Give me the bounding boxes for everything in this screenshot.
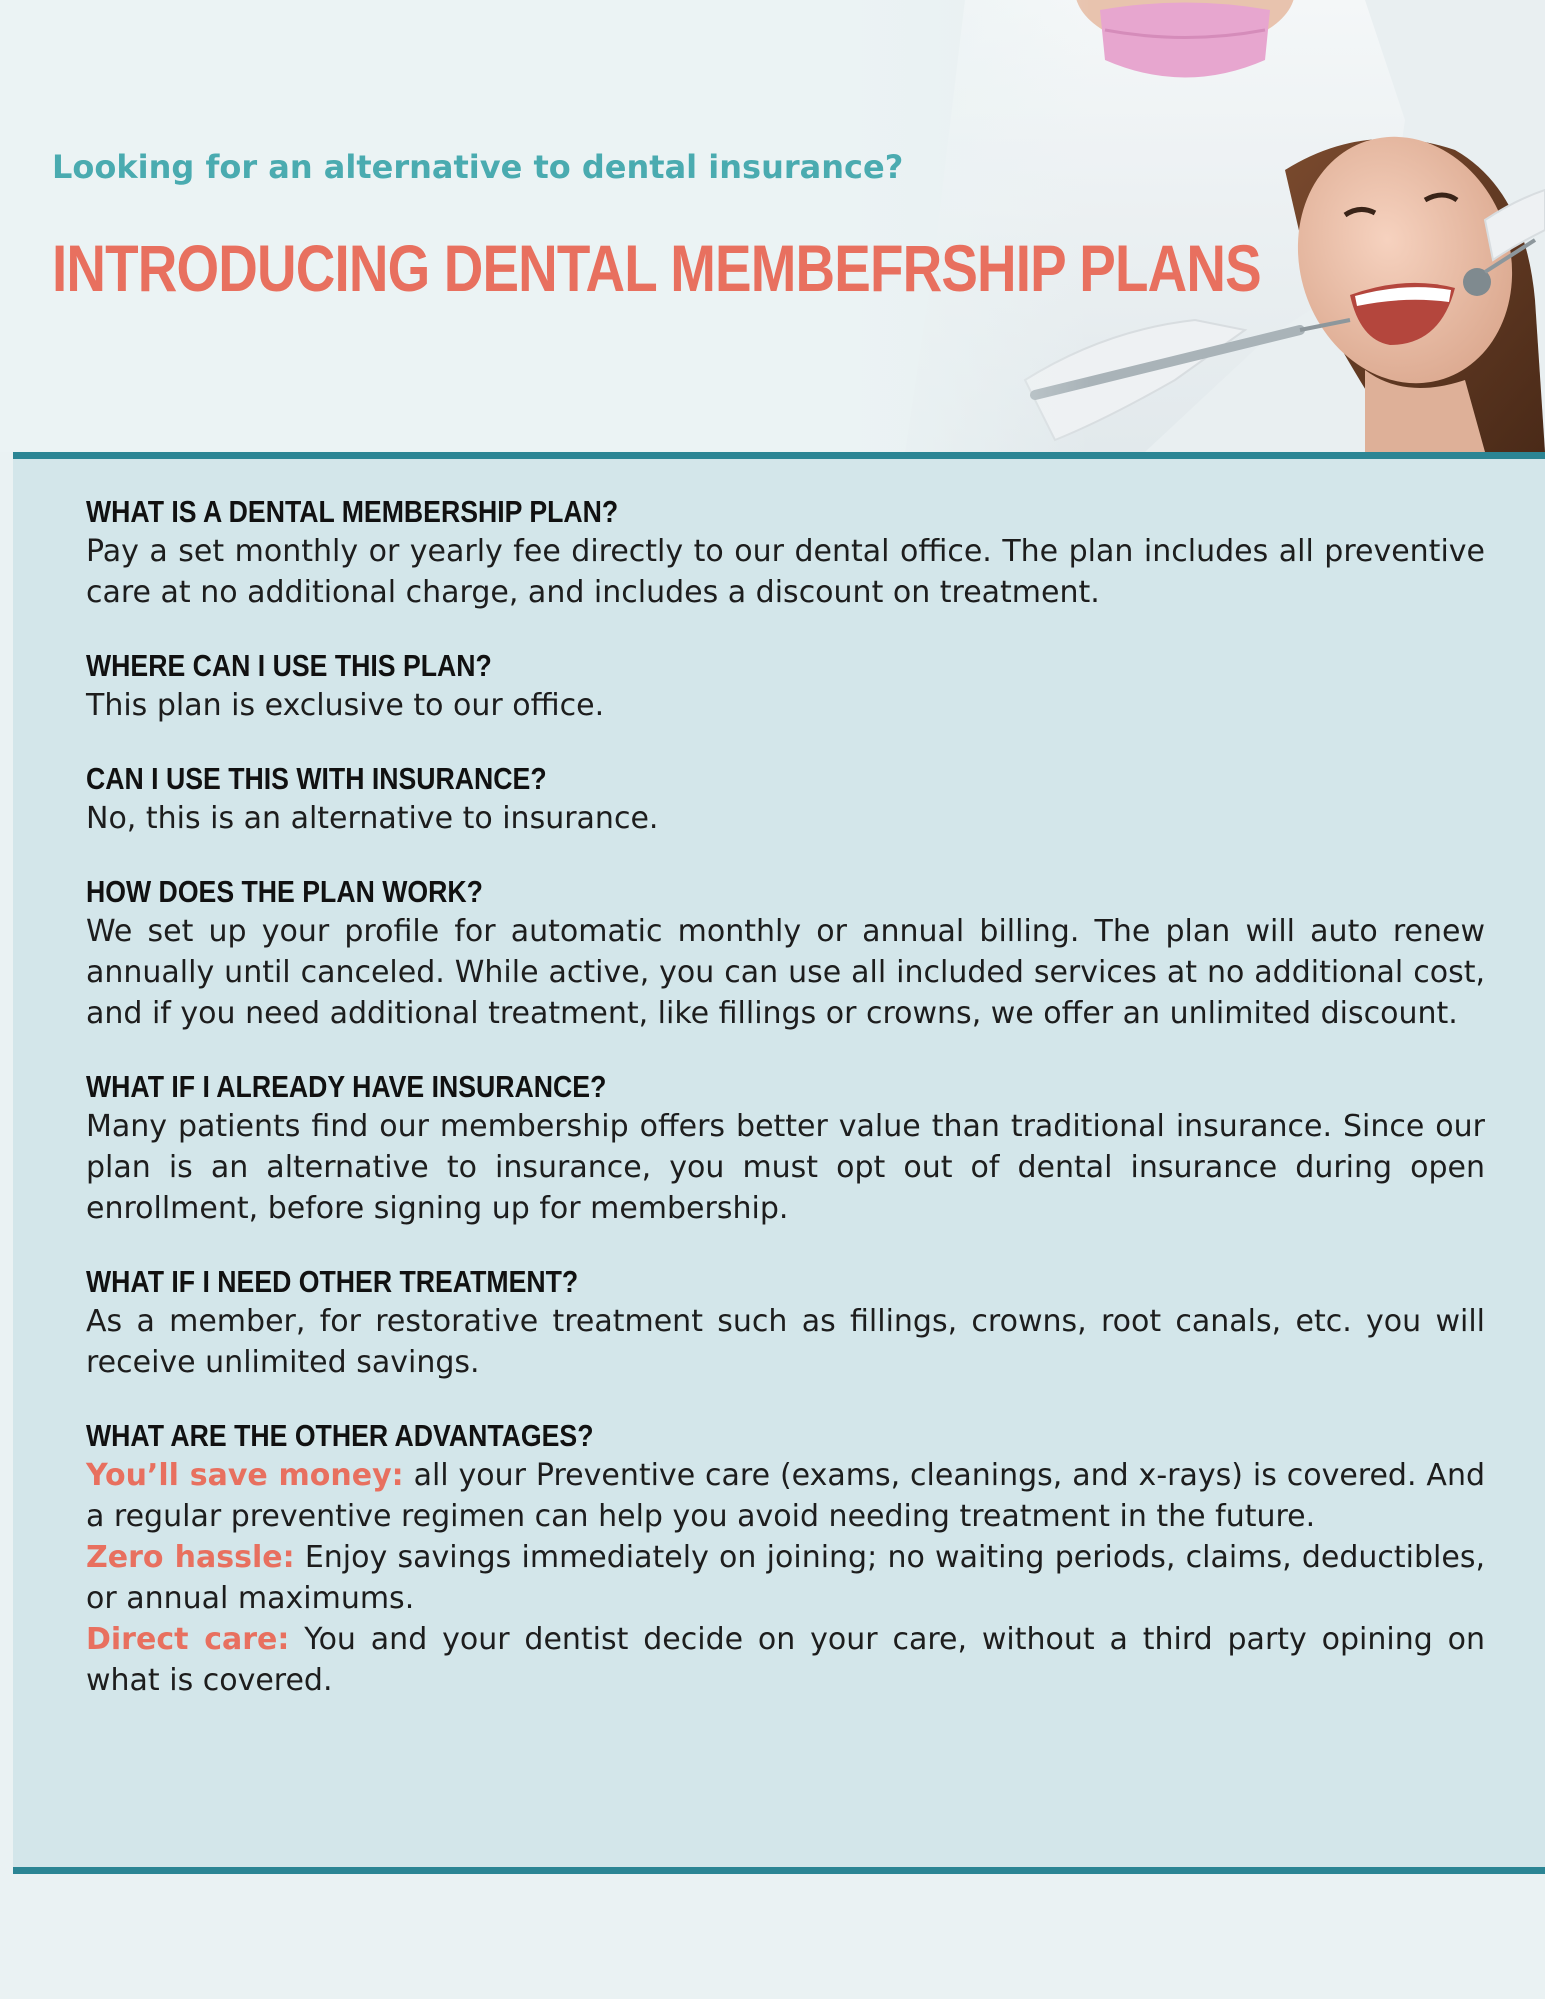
faq-question: WHAT IF I NEED OTHER TREATMENT? (86, 1264, 579, 1299)
faq-answer: We set up your profile for automatic monthly or annual billing. The plan will auto renew annually until canceled. While active, you can use all included services at no additional cost, and if you need additional treatment, like fillings or crowns, we offer an unlimited discount. (86, 914, 1485, 1031)
page-title: INTRODUCING DENTAL MEMBEFRSHIP PLANS (52, 231, 1261, 305)
faq-answer: This plan is exclusive to our office. (86, 688, 605, 723)
advantage-save-money (86, 1455, 1485, 1537)
advantage-text: You and your dentist decide on your care, without a third party opining on what is covered. (86, 1622, 1486, 1698)
faq-item (86, 1263, 1485, 1383)
advantage-label: Direct care: (86, 1622, 290, 1657)
faq-item (86, 760, 1485, 839)
faq-question: HOW DOES THE PLAN WORK? (86, 874, 483, 909)
faq-question: CAN I USE THIS WITH INSURANCE? (86, 761, 547, 796)
advantage-direct-care (86, 1619, 1485, 1701)
faq-panel (13, 452, 1545, 1874)
faq-item (86, 873, 1485, 1034)
advantages-section (86, 1417, 1485, 1701)
faq-answer: As a member, for restorative treatment such as fillings, crowns, root canals, etc. you will receive unlimited savings. (86, 1304, 1485, 1380)
faq-item (86, 1068, 1485, 1229)
faq-answer: No, this is an alternative to insurance. (86, 801, 659, 836)
faq-question: WHAT IF I ALREADY HAVE INSURANCE? (86, 1069, 607, 1104)
faq-question: WHERE CAN I USE THIS PLAN? (86, 648, 492, 683)
advantage-text: all your Preventive care (exams, cleanings, and x-rays) is covered. And a regular preventive regimen can help you avoid needing treatment in the future. (86, 1458, 1485, 1534)
faq-answer: Many patients find our membership offers better value than traditional insurance. Since our plan is an alternative to insurance, you must opt out of dental insurance during open enrollment, before signing up for membership. (86, 1109, 1485, 1226)
faq-item (86, 647, 1485, 726)
tagline: Looking for an alternative to dental insurance? (52, 148, 904, 186)
faq-item (86, 493, 1485, 613)
faq-question: WHAT ARE THE OTHER ADVANTAGES? (86, 1418, 594, 1453)
faq-question: WHAT IS A DENTAL MEMBERSHIP PLAN? (86, 494, 619, 529)
advantage-text: Enjoy savings immediately on joining; no waiting periods, claims, deductibles, or annual maximums. (86, 1540, 1485, 1616)
advantage-label: Zero hassle: (86, 1540, 295, 1575)
advantage-label: You’ll save money: (86, 1458, 404, 1493)
dentist-patient-photo (845, 0, 1545, 452)
faq-list (86, 493, 1485, 1701)
advantage-zero-hassle (86, 1537, 1485, 1619)
faq-answer: Pay a set monthly or yearly fee directly to our dental office. The plan includes all preventive care at no additional charge, and includes a discount on treatment. (86, 534, 1485, 610)
hero-header (0, 0, 1545, 452)
